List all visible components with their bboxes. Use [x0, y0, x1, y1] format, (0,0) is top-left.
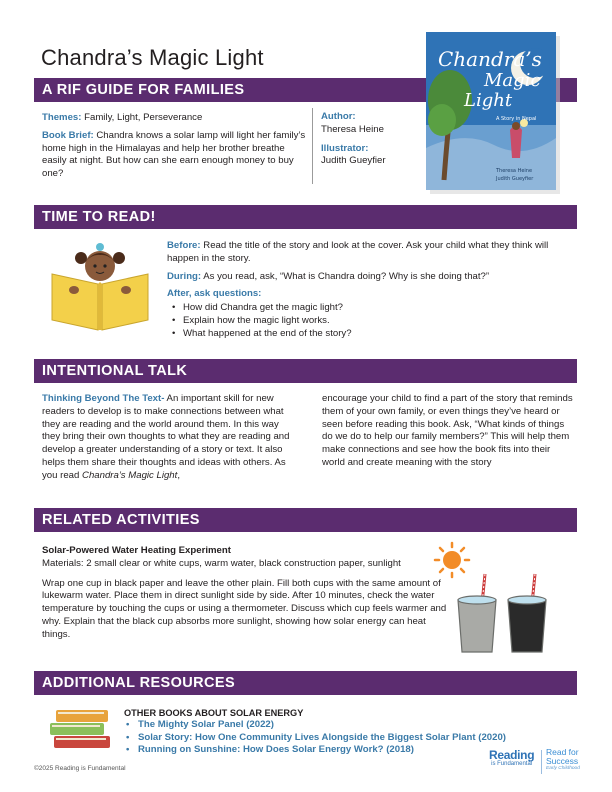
themes-value: Family, Light, Perseverance	[81, 112, 203, 123]
list-item: • Explain how the magic light works.	[167, 315, 577, 328]
cover-title-line1: Chandra’s	[438, 47, 542, 71]
rfs-line2: Success	[546, 756, 579, 766]
rif-logo-line2: is Fundamental	[491, 761, 533, 767]
reading-child-icon	[48, 236, 152, 334]
before-line	[167, 240, 577, 266]
author-name: Theresa Heine	[321, 123, 384, 135]
talk-book-title: Chandra’s Magic Light	[82, 469, 178, 481]
list-item: • Running on Sunshine: How Does Solar Energy Work? (2018)	[124, 744, 554, 756]
talk-label: Thinking Beyond The Text-	[42, 393, 165, 404]
activity-heading: Solar-Powered Water Heating Experiment	[42, 545, 231, 556]
talk-column-2: encourage your child to find a part of the story that reminds them of your own family, or even things they’ve heard or seen before reading this book. Ask, “What kinds of things do we do to help our family members?” This will help them make connections and see how the book fits into their world and create meaning with the story	[322, 393, 573, 468]
during-label: During:	[167, 270, 202, 282]
illustrator-name: Judith Gueyfier	[321, 155, 386, 167]
during-line	[167, 271, 577, 284]
section-header-talk: INTENTIONAL TALK	[34, 359, 577, 383]
during-text: As you read, ask, “What is Chandra doing? Why is she doing that?”	[201, 270, 490, 282]
illustrator-label: Illustrator:	[321, 142, 369, 154]
experiment-cups-icon	[432, 540, 572, 660]
list-item: • The Mighty Solar Panel (2022)	[124, 719, 554, 731]
themes-line	[42, 112, 307, 125]
author-label: Author:	[321, 111, 356, 122]
activity-materials: Materials: 2 small clear or white cups, warm water, black construction paper, sunlight	[42, 557, 401, 569]
rif-logo	[489, 748, 534, 767]
book-brief-label: Book Brief:	[42, 129, 94, 141]
book-stack-icon	[46, 702, 114, 750]
book-brief	[42, 130, 307, 181]
cover-title-line2: Magic	[484, 70, 541, 91]
book-cover-image	[424, 30, 564, 196]
section-header-resources: ADDITIONAL RESOURCES	[34, 671, 577, 695]
talk-text-1: An important skill for new readers to develop is to make connections between what they are reading and the world around them. In this way they bring their own thoughts to what they are reading and develop a greater understanding of a story or text. It also helps them share their thoughts and ideas with others. As you read	[42, 393, 290, 481]
after-label: After, ask questions:	[167, 288, 262, 300]
rfs-line3: Early Childhood	[546, 766, 580, 771]
list-item: • Solar Story: How One Community Lives Alongside the Biggest Solar Plant (2020)	[124, 732, 554, 744]
read-for-success-logo	[546, 748, 580, 772]
page-title: Chandra’s Magic Light	[41, 45, 264, 70]
read-text	[167, 240, 577, 341]
before-label: Before:	[167, 240, 201, 251]
activity-instructions: Wrap one cup in black paper and leave the other plain. Fill both cups with the same amount of lukewarm water. Place them in direct sunlight side by side. After 10 minutes, check the water temperature by touching the cups or using a thermometer. Discuss which cup feels warmer and why. Explain that the black cup absorbs more sunlight, showing how solar energy can heat things.	[42, 577, 447, 640]
section-header-read: TIME TO READ!	[34, 205, 577, 229]
section-header-activities: RELATED ACTIVITIES	[34, 508, 577, 532]
question-list	[167, 302, 577, 340]
activity-text	[42, 545, 454, 642]
before-text: Read the title of the story and look at the cover. Ask your child what they think will happen in the story.	[167, 240, 549, 264]
book-brief-text: Chandra knows a solar lamp will light her family’s home high in the Himalayas and help her brother breathe easily at night. But how can she earn enough money to buy one?	[42, 129, 306, 180]
resources-heading: OTHER BOOKS ABOUT SOLAR ENERGY	[124, 708, 304, 718]
themes-label: Themes:	[42, 112, 82, 123]
guide-text	[42, 112, 307, 181]
cover-subtitle: A Story in Nepal	[496, 116, 537, 122]
talk-column-1	[42, 393, 292, 483]
rif-logo-line1: Reading	[489, 748, 535, 762]
cover-illustrator: Judith Gueyfier	[496, 176, 534, 182]
guide-divider	[312, 108, 313, 184]
cover-author: Theresa Heine	[496, 168, 533, 174]
list-item: • How did Chandra get the magic light?	[167, 302, 577, 315]
footer-divider	[541, 750, 542, 774]
copyright: ©2025 Reading is Fundamental	[34, 765, 126, 772]
cover-title-line3: Light	[464, 90, 513, 111]
credits	[321, 111, 421, 168]
rfs-line1: Read for	[546, 747, 579, 757]
sun-icon	[435, 543, 469, 577]
talk-text-1-end: ,	[177, 469, 180, 481]
section-header-guide: A RIF GUIDE FOR FAMILIES	[34, 78, 577, 102]
list-item: • What happened at the end of the story?	[167, 328, 577, 341]
